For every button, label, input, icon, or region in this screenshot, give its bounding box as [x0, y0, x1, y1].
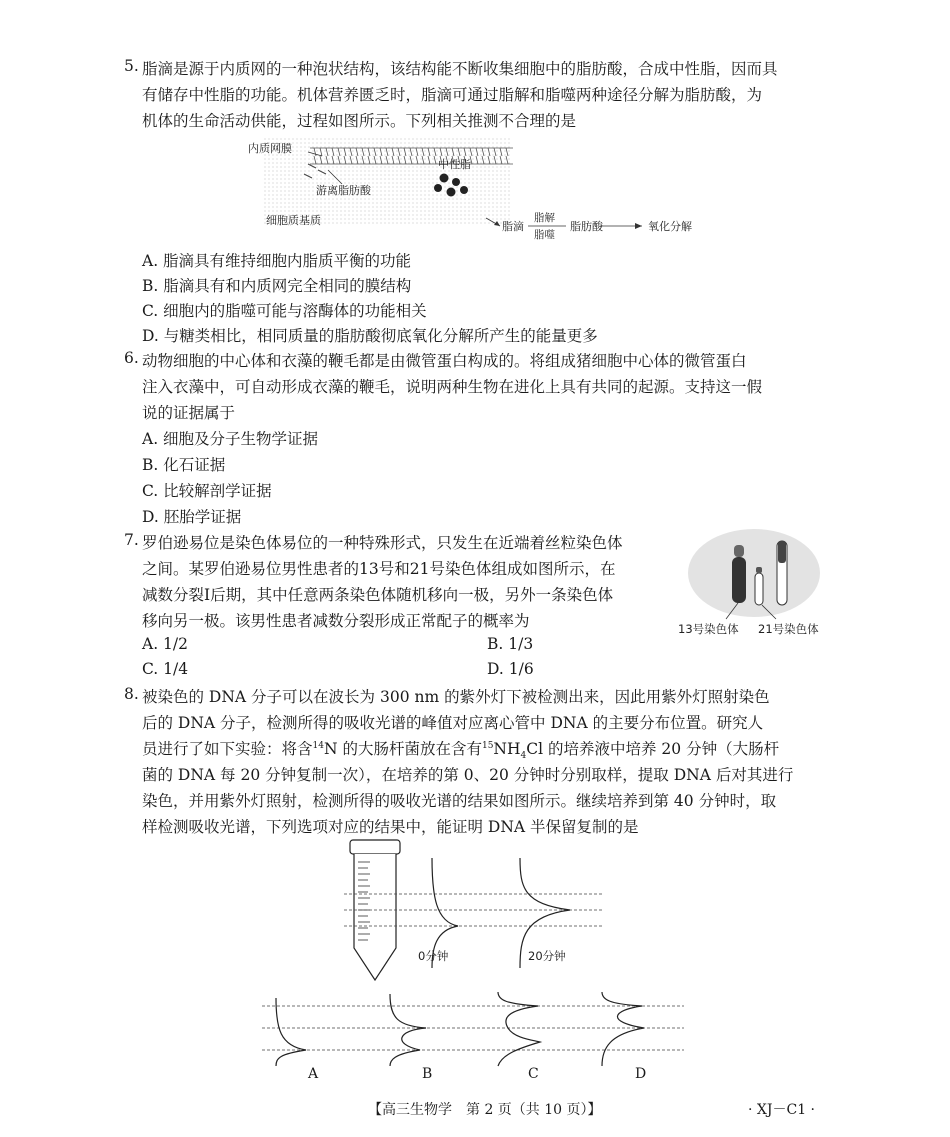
lipid-droplet-diagram: [248, 134, 728, 244]
q7-stem-line-1: 罗伯逊易位是染色体易位的一种特殊形式，只发生在近端着丝粒染色体: [142, 534, 623, 552]
option-b-label[interactable]: B: [422, 1066, 433, 1082]
chromosome-13-normal-top: [778, 541, 786, 563]
page-footer: 【高三生物学 第 2 页（共 10 页）】: [368, 1102, 602, 1118]
q8-subscript-4: 4: [520, 751, 527, 762]
q7-number: 7.: [124, 531, 139, 549]
chromosome-21: [755, 573, 763, 605]
label-0min: 0分钟: [418, 949, 449, 963]
q5-number: 5.: [124, 57, 139, 75]
chromosome-13-label: 13号染色体: [678, 622, 739, 636]
oxidation-label: 氧化分解: [648, 220, 692, 233]
centrifuge-tube-diagram: [340, 838, 610, 988]
q8-tube-figure: [340, 838, 610, 988]
q6-number: 6.: [124, 349, 139, 367]
q5-option-a[interactable]: A. 脂滴具有维持细胞内脂质平衡的功能: [142, 252, 412, 270]
option-c-label[interactable]: C: [528, 1066, 539, 1082]
label-20min: 20分钟: [528, 949, 566, 963]
er-membrane-label: 内质网膜: [248, 142, 292, 155]
chromosome-21-centromere: [756, 567, 762, 573]
q5-option-d[interactable]: D. 与糖类相比，相同质量的脂肪酸彻底氧化分解所产生的能量更多: [142, 327, 598, 345]
q8-line3-part-c: NH: [493, 740, 521, 758]
option-a-spectrum[interactable]: [276, 998, 306, 1066]
free-fatty-acid-label: 游离脂肪酸: [316, 184, 371, 197]
q7-stem-line-3: 减数分裂Ⅰ后期，其中任意两条染色体随机移向一极，另外一条染色体: [142, 586, 614, 604]
q7-stem-line-2: 之间。某罗伯逊易位男性患者的13号和21号染色体组成如图所示，在: [142, 560, 616, 578]
footer-code: · XJ－C1 ·: [748, 1102, 815, 1118]
q5-stem-line-3: 机体的生命活动供能，过程如图所示。下列相关推测不合理的是: [142, 112, 577, 130]
cell-outline: [688, 529, 820, 617]
q7-option-b[interactable]: B. 1/3: [487, 635, 534, 653]
q7-option-a[interactable]: A. 1/2: [142, 635, 188, 653]
q5-stem-line-2: 有储存中性脂的功能。机体营养匮乏时，脂滴可通过脂解和脂噬两种途径分解为脂肪酸，为: [142, 86, 763, 104]
q6-stem-line-1: 动物细胞的中心体和衣藻的鞭毛都是由微管蛋白构成的。将组成猪细胞中心体的微管蛋白: [142, 352, 747, 370]
option-d-spectrum[interactable]: [602, 992, 644, 1066]
q6-stem-line-2: 注入衣藻中，可自动形成衣藻的鞭毛，说明两种生物在进化上具有共同的起源。支持这一假: [142, 378, 763, 396]
q5-option-c[interactable]: C. 细胞内的脂噬可能与溶酶体的功能相关: [142, 302, 427, 320]
q7-stem-line-4: 移向另一极。该男性患者减数分裂形成正常配子的概率为: [142, 612, 530, 630]
q5-stem-line-1: 脂滴是源于内质网的一种泡状结构，该结构能不断收集细胞中的脂肪酸，合成中性脂，因而具: [142, 60, 778, 78]
tube-body: [354, 854, 396, 980]
q5-option-b[interactable]: B. 脂滴具有和内质网完全相同的膜结构: [142, 277, 412, 295]
lipophagy-label: 脂噬: [534, 229, 555, 241]
q8-line3-part-b: N 的大肠杆菌放在含有: [323, 740, 482, 758]
q8-isotope-14: 14: [312, 740, 324, 751]
q6-option-b[interactable]: B. 化石证据: [142, 456, 226, 474]
q7-figure: [676, 527, 836, 639]
lipolysis-label: 脂解: [534, 212, 555, 224]
q5-figure: [248, 134, 728, 244]
q8-stem-line-6: 样检测吸收光谱，下列选项对应的结果中，能证明 DNA 半保留复制的是: [142, 818, 639, 836]
q6-stem-line-3: 说的证据属于: [142, 404, 236, 422]
option-d-label[interactable]: D: [635, 1066, 647, 1082]
q6-option-d[interactable]: D. 胚胎学证据: [142, 508, 242, 526]
chromosome-13-short-arm: [734, 545, 744, 557]
q8-stem-line-3: [142, 737, 779, 761]
answer-spectra-diagram: [258, 988, 688, 1068]
q8-stem-line-2: 后的 DNA 分子，检测所得的吸收光谱的峰值对应离心管中 DNA 的主要分布位置。研究人: [142, 714, 764, 732]
lipid-droplet-label: 脂滴: [502, 220, 524, 233]
option-b-spectrum[interactable]: [390, 994, 426, 1066]
q7-option-d[interactable]: D. 1/6: [487, 660, 534, 678]
q8-line3-part-d: Cl 的培养液中培养 20 分钟（大肠杆: [526, 740, 780, 758]
option-c-spectrum[interactable]: [498, 992, 540, 1066]
q8-stem-line-4: 菌的 DNA 每 20 分钟复制一次），在培养的第 0、20 分钟时分别取样，提取 DNA 后对其进行: [142, 766, 794, 784]
q8-options-figure: [258, 988, 688, 1083]
q8-stem-line-1: 被染色的 DNA 分子可以在波长为 300 nm 的紫外灯下被检测出来，因此用紫外灯照射染色: [142, 688, 770, 706]
q7-option-c[interactable]: C. 1/4: [142, 660, 189, 678]
q6-option-c[interactable]: C. 比较解剖学证据: [142, 482, 272, 500]
chromosome-13-translocated: [732, 557, 746, 603]
q8-number: 8.: [124, 685, 139, 703]
cytoplasm-label: 细胞质基质: [266, 214, 321, 227]
oxidation-arrow-head: [635, 223, 642, 229]
q8-isotope-15: 15: [481, 740, 494, 751]
tube-cap: [350, 840, 400, 854]
q6-option-a[interactable]: A. 细胞及分子生物学证据: [142, 430, 319, 448]
chromosome-21-label: 21号染色体: [758, 622, 819, 636]
fatty-acid-product-label: 脂肪酸: [570, 220, 603, 233]
q8-stem-line-5: 染色，并用紫外灯照射，检测所得的吸收光谱的结果如图所示。继续培养到第 40 分钟时，取: [142, 792, 777, 810]
neutral-fat-label: 中性脂: [438, 158, 471, 171]
q8-line3-part-a: 员进行了如下实验：将含: [142, 740, 313, 758]
option-a-label[interactable]: A: [308, 1066, 319, 1082]
